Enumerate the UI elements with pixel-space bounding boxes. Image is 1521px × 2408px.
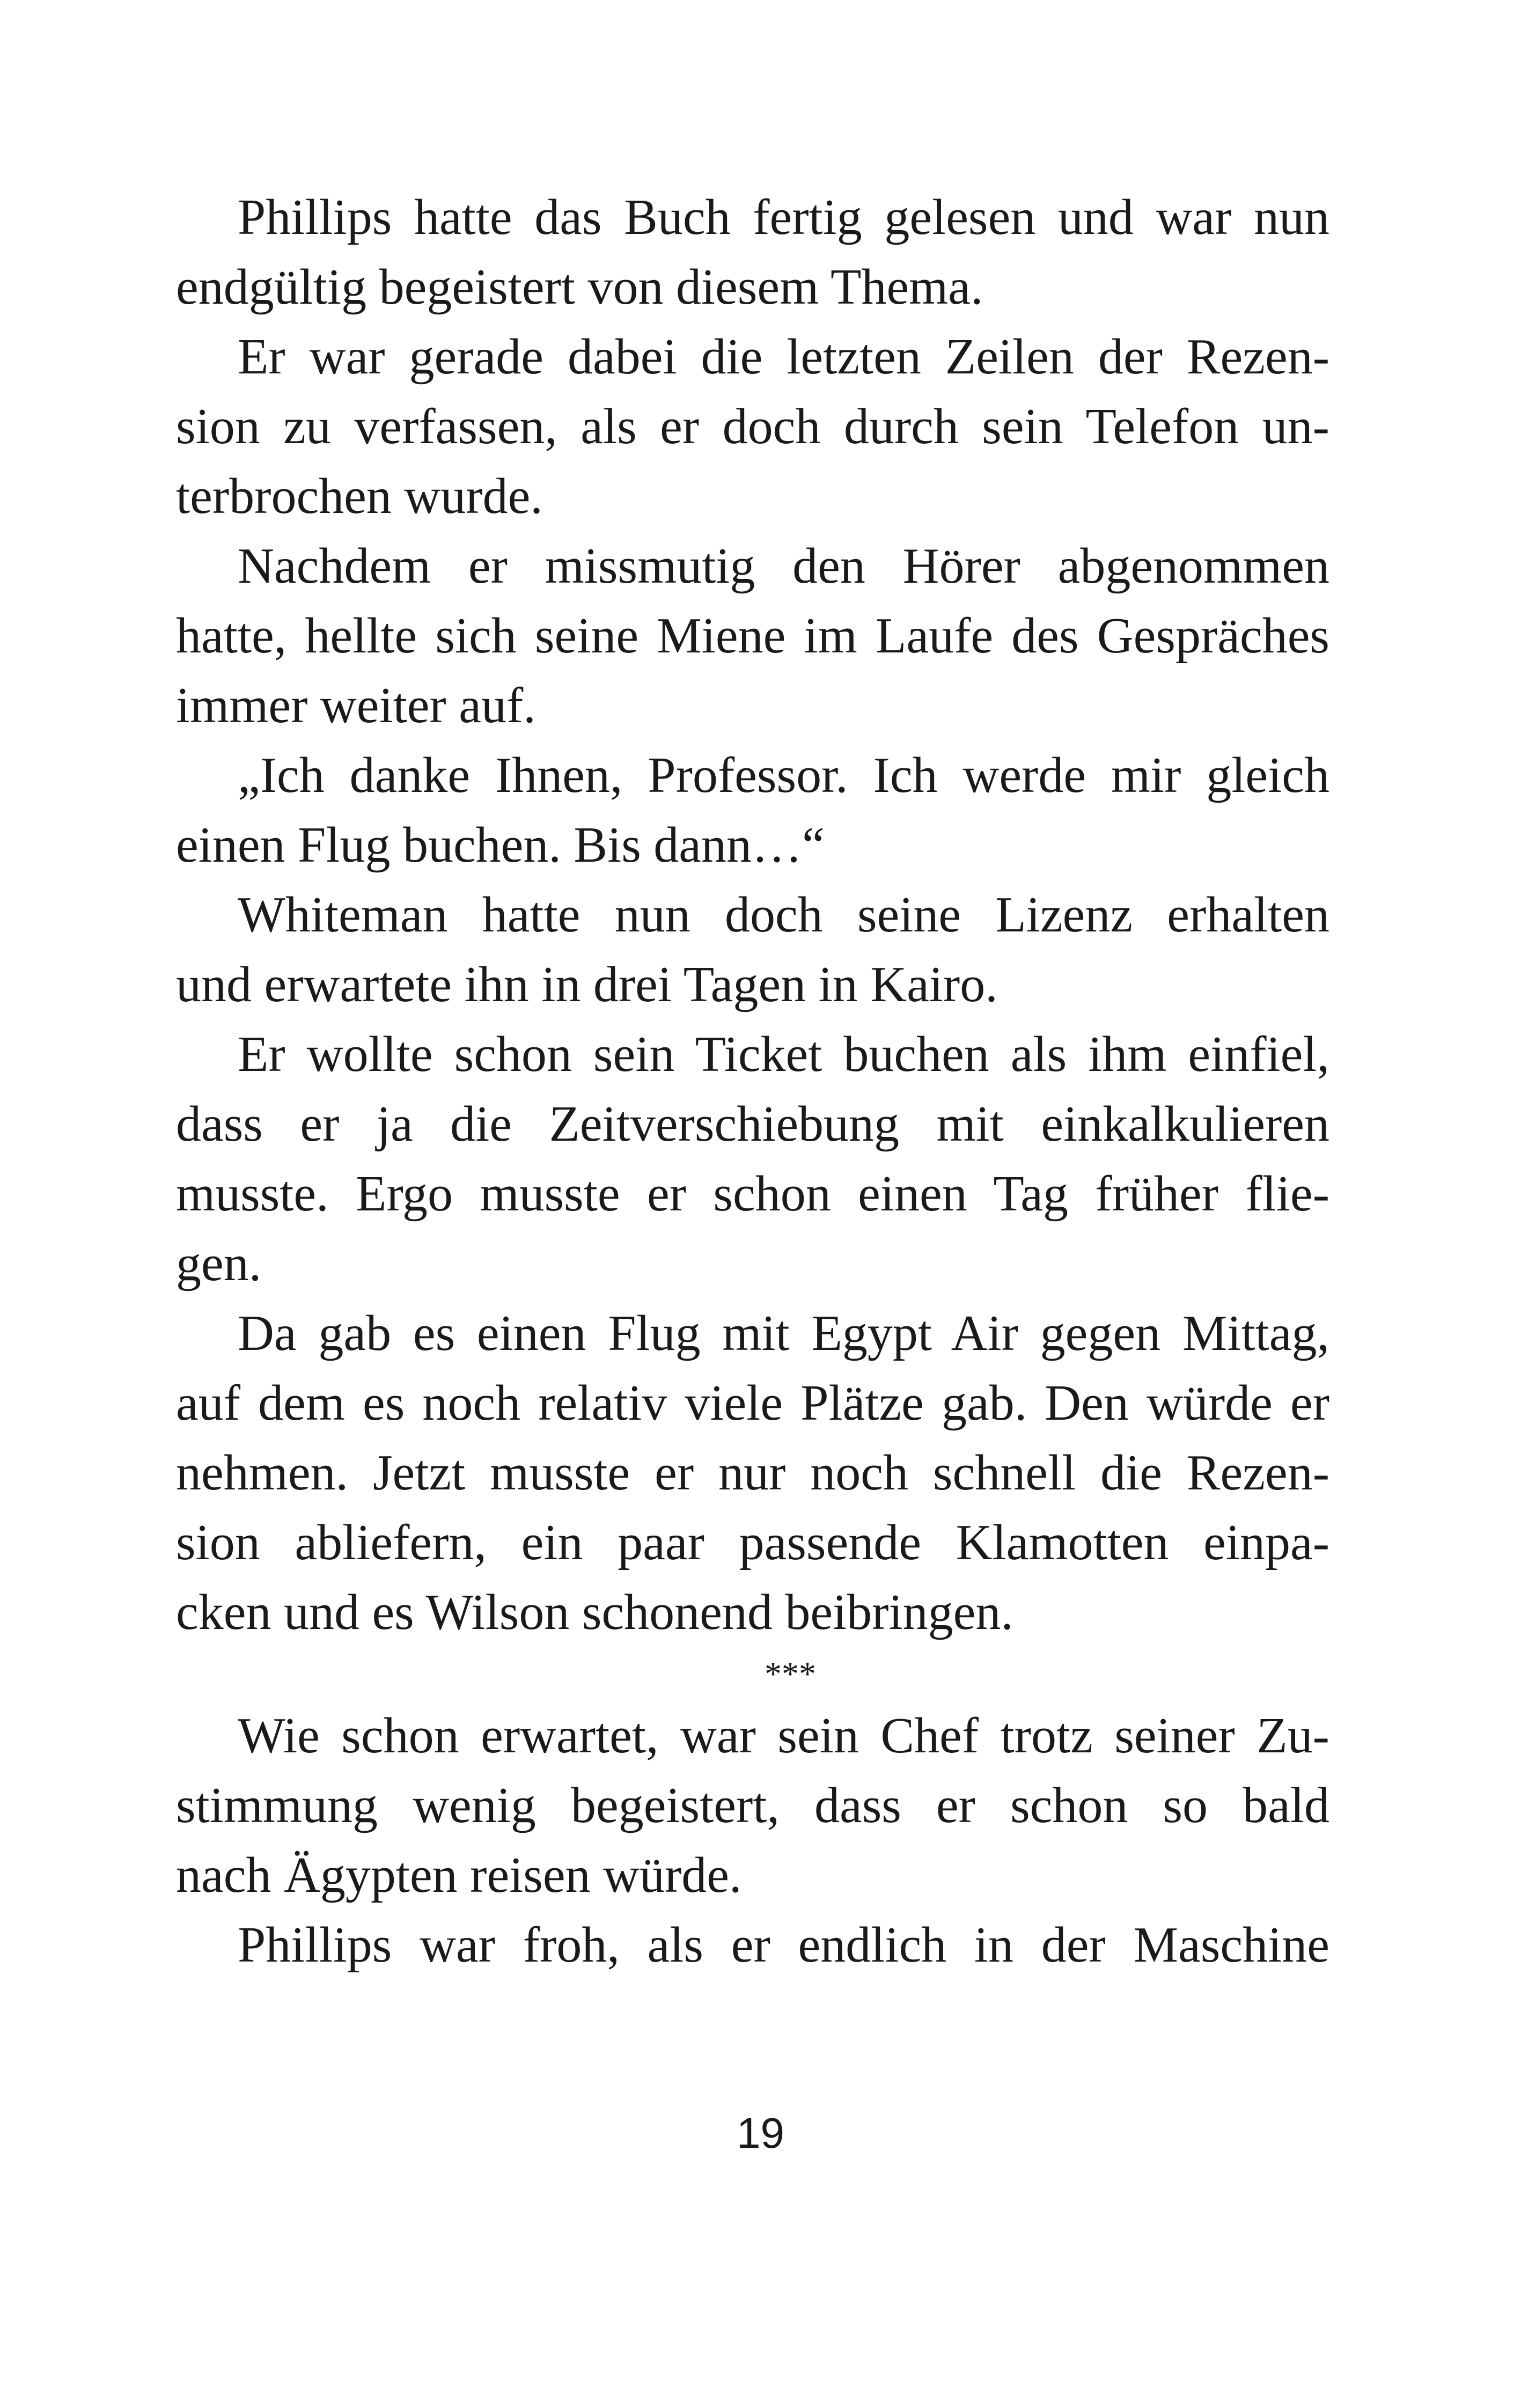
text-line: gen. [176, 1236, 262, 1291]
scene-separator: *** [765, 1655, 816, 1693]
text-line: cken und es Wilson schonend beibringen. [176, 1584, 1013, 1640]
text-line: sion zu verfassen, als er doch durch sein Telefon un- [176, 399, 1329, 454]
text-line: Wie schon erwartet, war sein Chef trotz seiner Zu- [238, 1708, 1329, 1764]
body-text [176, 182, 1329, 1980]
text-line: endgültig begeistert von diesem Thema. [176, 259, 983, 315]
page-number: 19 [737, 2109, 784, 2157]
text-line: hatte, hellte sich seine Miene im Laufe des Gespräches [176, 608, 1329, 664]
text-line: immer weiter auf. [176, 678, 536, 733]
text-line: Er war gerade dabei die letzten Zeilen der Rezen- [238, 329, 1329, 385]
text-line: „Ich danke Ihnen, Professor. Ich werde mir gleich [238, 747, 1329, 803]
text-line: nach Ägypten reisen würde. [176, 1847, 742, 1903]
text-line: Da gab es einen Flug mit Egypt Air gegen Mittag, [238, 1305, 1329, 1361]
text-line: dass er ja die Zeitverschiebung mit einkalkulieren [176, 1096, 1329, 1152]
text-line: einen Flug buchen. Bis dann…“ [176, 817, 825, 873]
text-line: nehmen. Jetzt musste er nur noch schnell die Rezen- [176, 1445, 1329, 1501]
text-line: Er wollte schon sein Ticket buchen als ihm einfiel, [238, 1026, 1329, 1082]
text-line: sion abliefern, ein paar passende Klamotten einpa- [176, 1515, 1329, 1570]
text-line: stimmung wenig begeistert, dass er schon so bald [176, 1778, 1329, 1833]
text-line: Phillips hatte das Buch fertig gelesen und war nun [238, 189, 1329, 245]
text-line: Nachdem er missmutig den Hörer abgenommen [238, 538, 1329, 594]
text-line: Phillips war froh, als er endlich in der Maschine [238, 1917, 1329, 1973]
text-line: terbrochen wurde. [176, 468, 543, 524]
text-line: Whiteman hatte nun doch seine Lizenz erhalten [238, 887, 1329, 943]
text-line: auf dem es noch relativ viele Plätze gab. Den würde er [176, 1375, 1329, 1431]
text-line: musste. Ergo musste er schon einen Tag früher flie- [176, 1166, 1329, 1222]
text-line: und erwartete ihn in drei Tagen in Kairo. [176, 957, 998, 1012]
